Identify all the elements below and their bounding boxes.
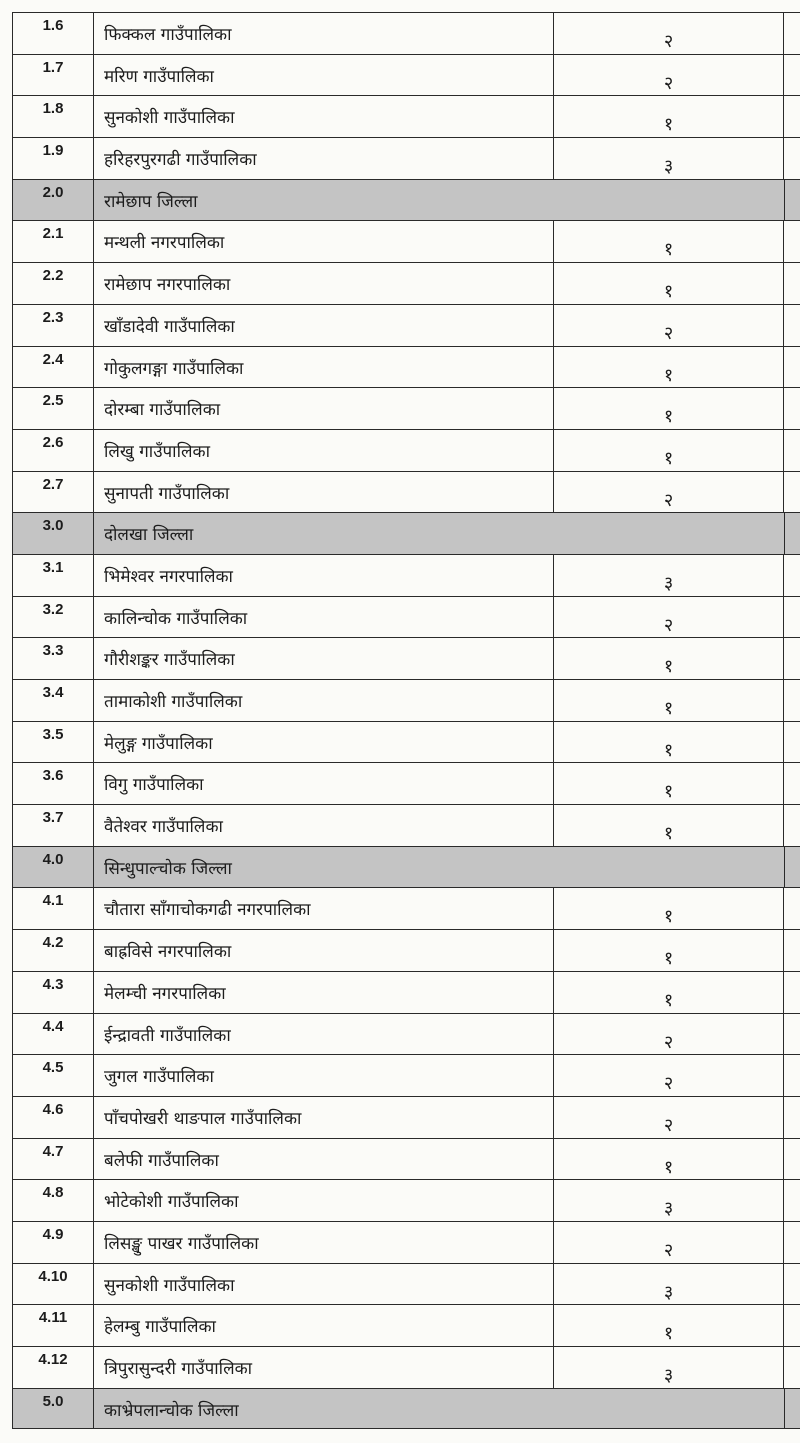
row-number: 1.7 (12, 55, 94, 96)
municipality-name: सुनापती गाउँपालिका (94, 472, 554, 513)
table-row (12, 554, 800, 596)
row-number: 1.8 (12, 96, 94, 137)
municipality-name: चौतारा साँगाचोकगढी नगरपालिका (94, 888, 554, 929)
count-value: १ (554, 763, 784, 804)
municipality-name: मरिण गाउँपालिका (94, 55, 554, 96)
count-value: २ (554, 1014, 784, 1055)
row-number: 3.1 (12, 555, 94, 596)
municipality-name: लिसङ्खु पाखर गाउँपालिका (94, 1222, 554, 1263)
row-number: 2.6 (12, 430, 94, 471)
row-number: 4.8 (12, 1180, 94, 1221)
count-value: ३ (554, 1180, 784, 1221)
row-number: 4.7 (12, 1139, 94, 1180)
row-number: 2.7 (12, 472, 94, 513)
count-value: २ (554, 305, 784, 346)
count-value (784, 1389, 785, 1429)
municipality-name: मेलम्ची नगरपालिका (94, 972, 554, 1013)
table-row (12, 1346, 800, 1388)
municipality-name: फिक्कल गाउँपालिका (94, 13, 554, 54)
row-number: 4.3 (12, 972, 94, 1013)
table-row (12, 1221, 800, 1263)
district-name: सिन्धुपाल्चोक जिल्ला (104, 858, 232, 879)
table-row (12, 220, 800, 262)
count-value: १ (554, 388, 784, 429)
row-number: 4.9 (12, 1222, 94, 1263)
row-number: 3.3 (12, 638, 94, 679)
row-number: 3.5 (12, 722, 94, 763)
row-number: 1.6 (12, 13, 94, 54)
municipality-name: रामेछाप नगरपालिका (94, 263, 554, 304)
district-name: दोलखा जिल्ला (104, 525, 194, 546)
row-number: 4.10 (12, 1264, 94, 1305)
table-row (12, 1138, 800, 1180)
row-number: 4.2 (12, 930, 94, 971)
municipality-name: तामाकोशी गाउँपालिका (94, 680, 554, 721)
district-header-row (12, 846, 800, 888)
municipality-name: भिमेश्वर नगरपालिका (94, 555, 554, 596)
table-row (12, 721, 800, 763)
table-row (12, 1096, 800, 1138)
table-row (12, 804, 800, 846)
row-number: 5.0 (12, 1389, 94, 1429)
count-value: १ (554, 347, 784, 388)
row-number: 2.2 (12, 263, 94, 304)
count-value: ३ (554, 1347, 784, 1388)
count-value: १ (554, 430, 784, 471)
row-number: 2.4 (12, 347, 94, 388)
municipality-name: मन्थली नगरपालिका (94, 221, 554, 262)
municipality-name: वैतेश्वर गाउँपालिका (94, 805, 554, 846)
row-number: 4.11 (12, 1305, 94, 1346)
count-value (784, 513, 785, 554)
count-value: १ (554, 1139, 784, 1180)
row-number: 3.0 (12, 513, 94, 554)
municipality-name: सुनकोशी गाउँपालिका (94, 1264, 554, 1305)
count-value: २ (554, 472, 784, 513)
table-row (12, 346, 800, 388)
row-number: 3.6 (12, 763, 94, 804)
count-value: ३ (554, 138, 784, 179)
table-row (12, 304, 800, 346)
table-row (12, 54, 800, 96)
row-number: 1.9 (12, 138, 94, 179)
count-value: १ (554, 805, 784, 846)
municipality-name: लिखु गाउँपालिका (94, 430, 554, 471)
count-value: १ (554, 221, 784, 262)
count-value: ३ (554, 555, 784, 596)
row-number: 3.4 (12, 680, 94, 721)
municipality-name: बलेफी गाउँपालिका (94, 1139, 554, 1180)
table-row (12, 1179, 800, 1221)
row-number: 2.1 (12, 221, 94, 262)
table-row (12, 887, 800, 929)
municipality-name: दोरम्बा गाउँपालिका (94, 388, 554, 429)
count-value: १ (554, 263, 784, 304)
table-row (12, 679, 800, 721)
count-value: १ (554, 888, 784, 929)
row-number: 4.12 (12, 1347, 94, 1388)
count-value: १ (554, 1305, 784, 1346)
table-row (12, 762, 800, 804)
count-value: १ (554, 638, 784, 679)
municipality-name: सुनकोशी गाउँपालिका (94, 96, 554, 137)
count-value (784, 180, 785, 221)
table-row (12, 929, 800, 971)
count-value: १ (554, 680, 784, 721)
row-number: 2.0 (12, 180, 94, 221)
count-value: १ (554, 930, 784, 971)
municipality-name: कालिन्चोक गाउँपालिका (94, 597, 554, 638)
municipality-name: त्रिपुरासुन्दरी गाउँपालिका (94, 1347, 554, 1388)
district-name: रामेछाप जिल्ला (104, 191, 198, 212)
table-row (12, 1304, 800, 1346)
row-number: 3.2 (12, 597, 94, 638)
count-value (784, 847, 785, 888)
municipality-name: ईन्द्रावती गाउँपालिका (94, 1014, 554, 1055)
row-number: 4.6 (12, 1097, 94, 1138)
municipality-name: जुगल गाउँपालिका (94, 1055, 554, 1096)
count-value: १ (554, 972, 784, 1013)
table-row (12, 95, 800, 137)
table-row (12, 137, 800, 179)
row-number: 2.5 (12, 388, 94, 429)
count-value: १ (554, 96, 784, 137)
row-number: 4.1 (12, 888, 94, 929)
municipality-name: पाँचपोखरी थाङपाल गाउँपालिका (94, 1097, 554, 1138)
table-row (12, 596, 800, 638)
count-value: १ (554, 722, 784, 763)
table-row (12, 971, 800, 1013)
municipality-name: गौरीशङ्कर गाउँपालिका (94, 638, 554, 679)
district-header-row (12, 512, 800, 554)
table-row (12, 387, 800, 429)
district-name: काभ्रेपलान्चोक जिल्ला (104, 1400, 239, 1421)
municipality-name: भोटेकोशी गाउँपालिका (94, 1180, 554, 1221)
district-header-row (12, 179, 800, 221)
count-value: २ (554, 1222, 784, 1263)
row-number: 4.4 (12, 1014, 94, 1055)
municipality-table (12, 12, 800, 1429)
table-row (12, 1013, 800, 1055)
row-number: 4.0 (12, 847, 94, 888)
row-number: 3.7 (12, 805, 94, 846)
municipality-name: हेलम्बु गाउँपालिका (94, 1305, 554, 1346)
municipality-name: गोकुलगङ्गा गाउँपालिका (94, 347, 554, 388)
municipality-name: खाँडादेवी गाउँपालिका (94, 305, 554, 346)
table-row (12, 1263, 800, 1305)
table-row (12, 1054, 800, 1096)
municipality-name: मेलुङ्ग गाउँपालिका (94, 722, 554, 763)
row-number: 4.5 (12, 1055, 94, 1096)
count-value: ३ (554, 1264, 784, 1305)
municipality-name: बाह्रविसे नगरपालिका (94, 930, 554, 971)
count-value: २ (554, 597, 784, 638)
row-number: 2.3 (12, 305, 94, 346)
count-value: २ (554, 1055, 784, 1096)
table-row (12, 471, 800, 513)
count-value: २ (554, 13, 784, 54)
table-row (12, 12, 800, 54)
table-row (12, 429, 800, 471)
district-header-row (12, 1388, 800, 1430)
municipality-name: हरिहरपुरगढी गाउँपालिका (94, 138, 554, 179)
municipality-name: विगु गाउँपालिका (94, 763, 554, 804)
count-value: २ (554, 55, 784, 96)
table-row (12, 637, 800, 679)
count-value: २ (554, 1097, 784, 1138)
table-row (12, 262, 800, 304)
